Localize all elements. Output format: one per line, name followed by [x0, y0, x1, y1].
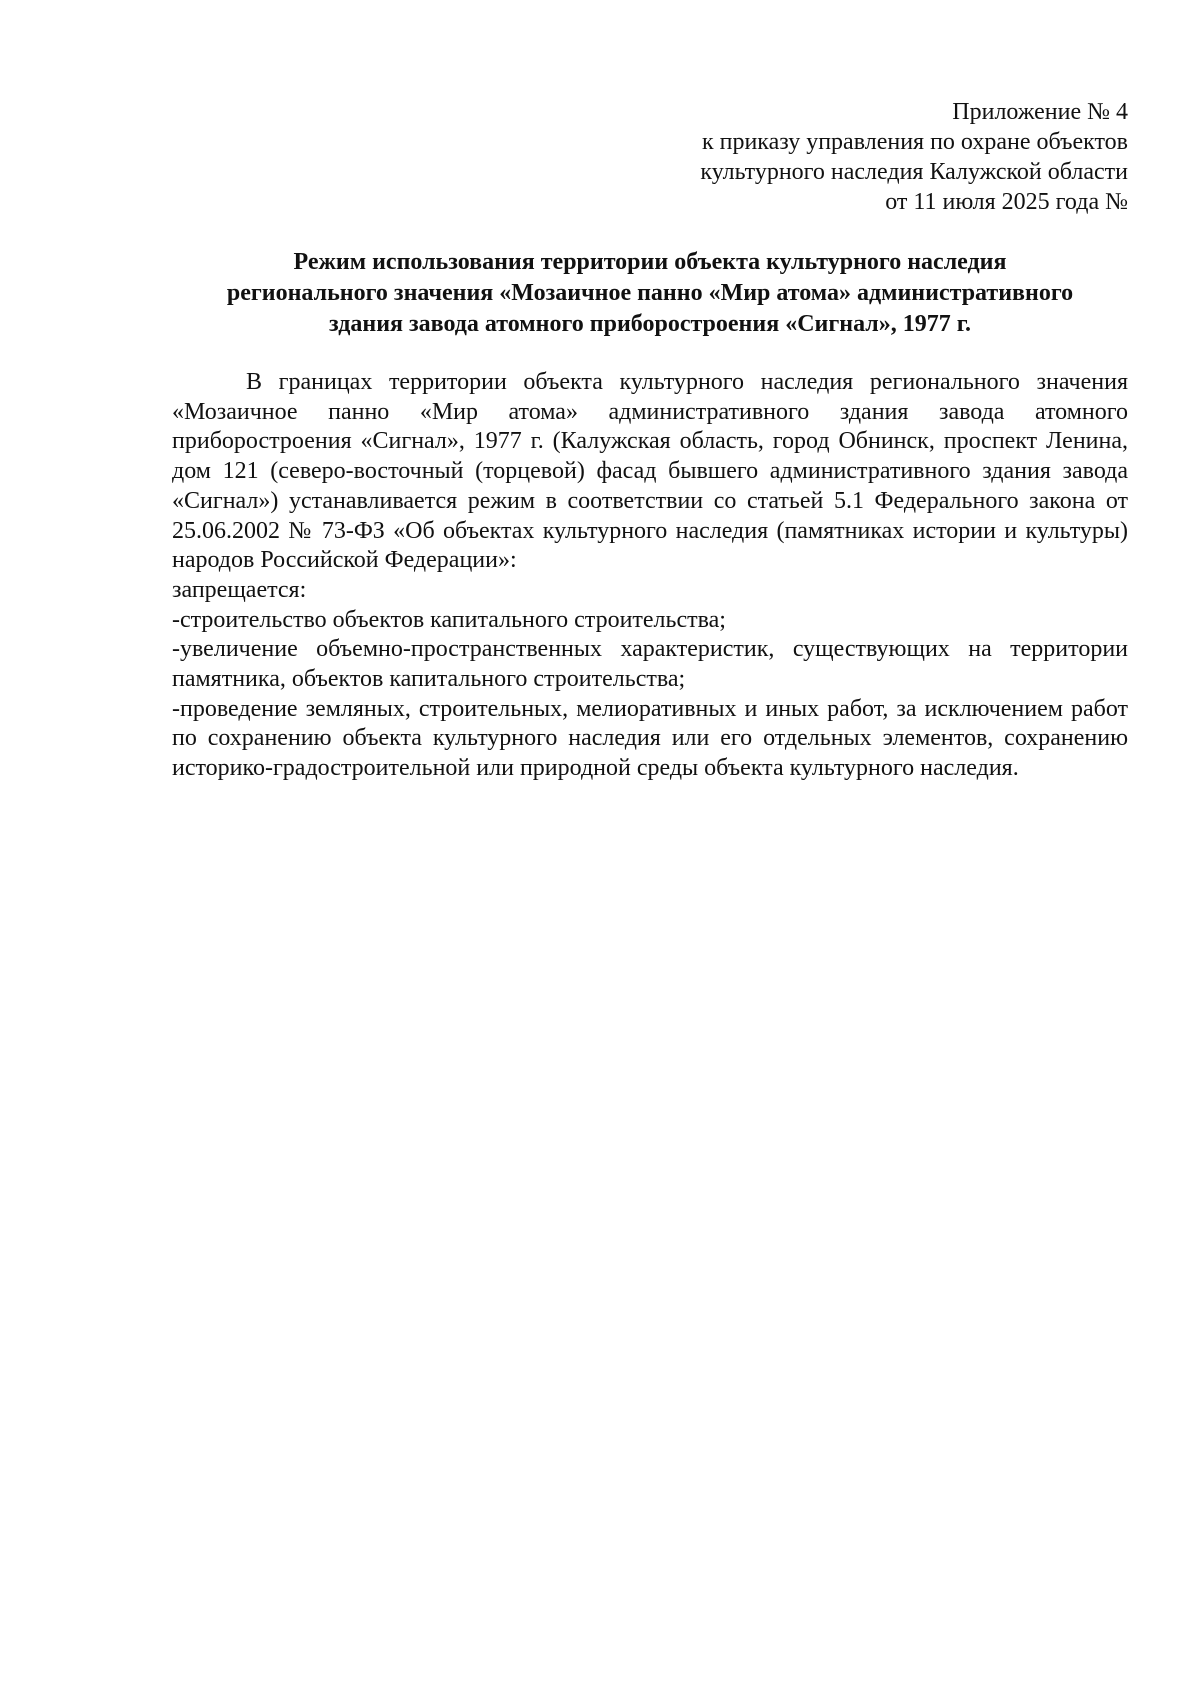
annex-date: от 11 июля 2025 года №: [885, 189, 1128, 215]
prohibition-item-2: -увеличение объемно-пространственных характеристик, существующих на территории памятника, объектов капитального строительства;: [172, 636, 1128, 693]
prohibited-heading: запрещается:: [172, 576, 307, 603]
title-line-3: здания завода атомного приборостроения «Сигнал», 1977 г.: [329, 311, 971, 337]
document-body: [172, 368, 1128, 784]
prohibition-item-1: -строительство объектов капитального строительства;: [172, 606, 726, 633]
annex-authority: культурного наследия Калужской области: [700, 159, 1128, 185]
title-line-2: регионального значения «Мозаичное панно «Мир атома» административного: [226, 280, 1074, 306]
annex-order-ref: к приказу управления по охране объектов: [701, 129, 1128, 155]
document-title: [172, 247, 1128, 340]
title-line-1: Режим использования территории объекта культурного наследия: [293, 249, 1007, 275]
prohibition-item-3: -проведение земляных, строительных, мелиоративных и иных работ, за исключением работ по сохранению объекта культурного наследия или его отдельных элементов, сохранению историко-градостроительной или природной среды объекта культурного наследия.: [172, 695, 1128, 782]
intro-paragraph: В границах территории объекта культурного наследия регионального значения «Мозаичное панно «Мир атома» административного здания завода атомного приборостроения «Сигнал», 1977 г. (Калужская область, город Обнинск, проспект Ленина, дом 121 (северо-восточный (торцевой) фасад бывшего административного здания завода «Сигнал») устанавливается режим в соответствии со статьей 5.1 Федерального закона от 25.06.2002 № 73-ФЗ «Об объектах культурного наследия (памятниках истории и культуры) народов Российской Федерации»:: [172, 369, 1128, 574]
annex-header: [700, 97, 1128, 217]
annex-number: Приложение № 4: [952, 99, 1128, 125]
